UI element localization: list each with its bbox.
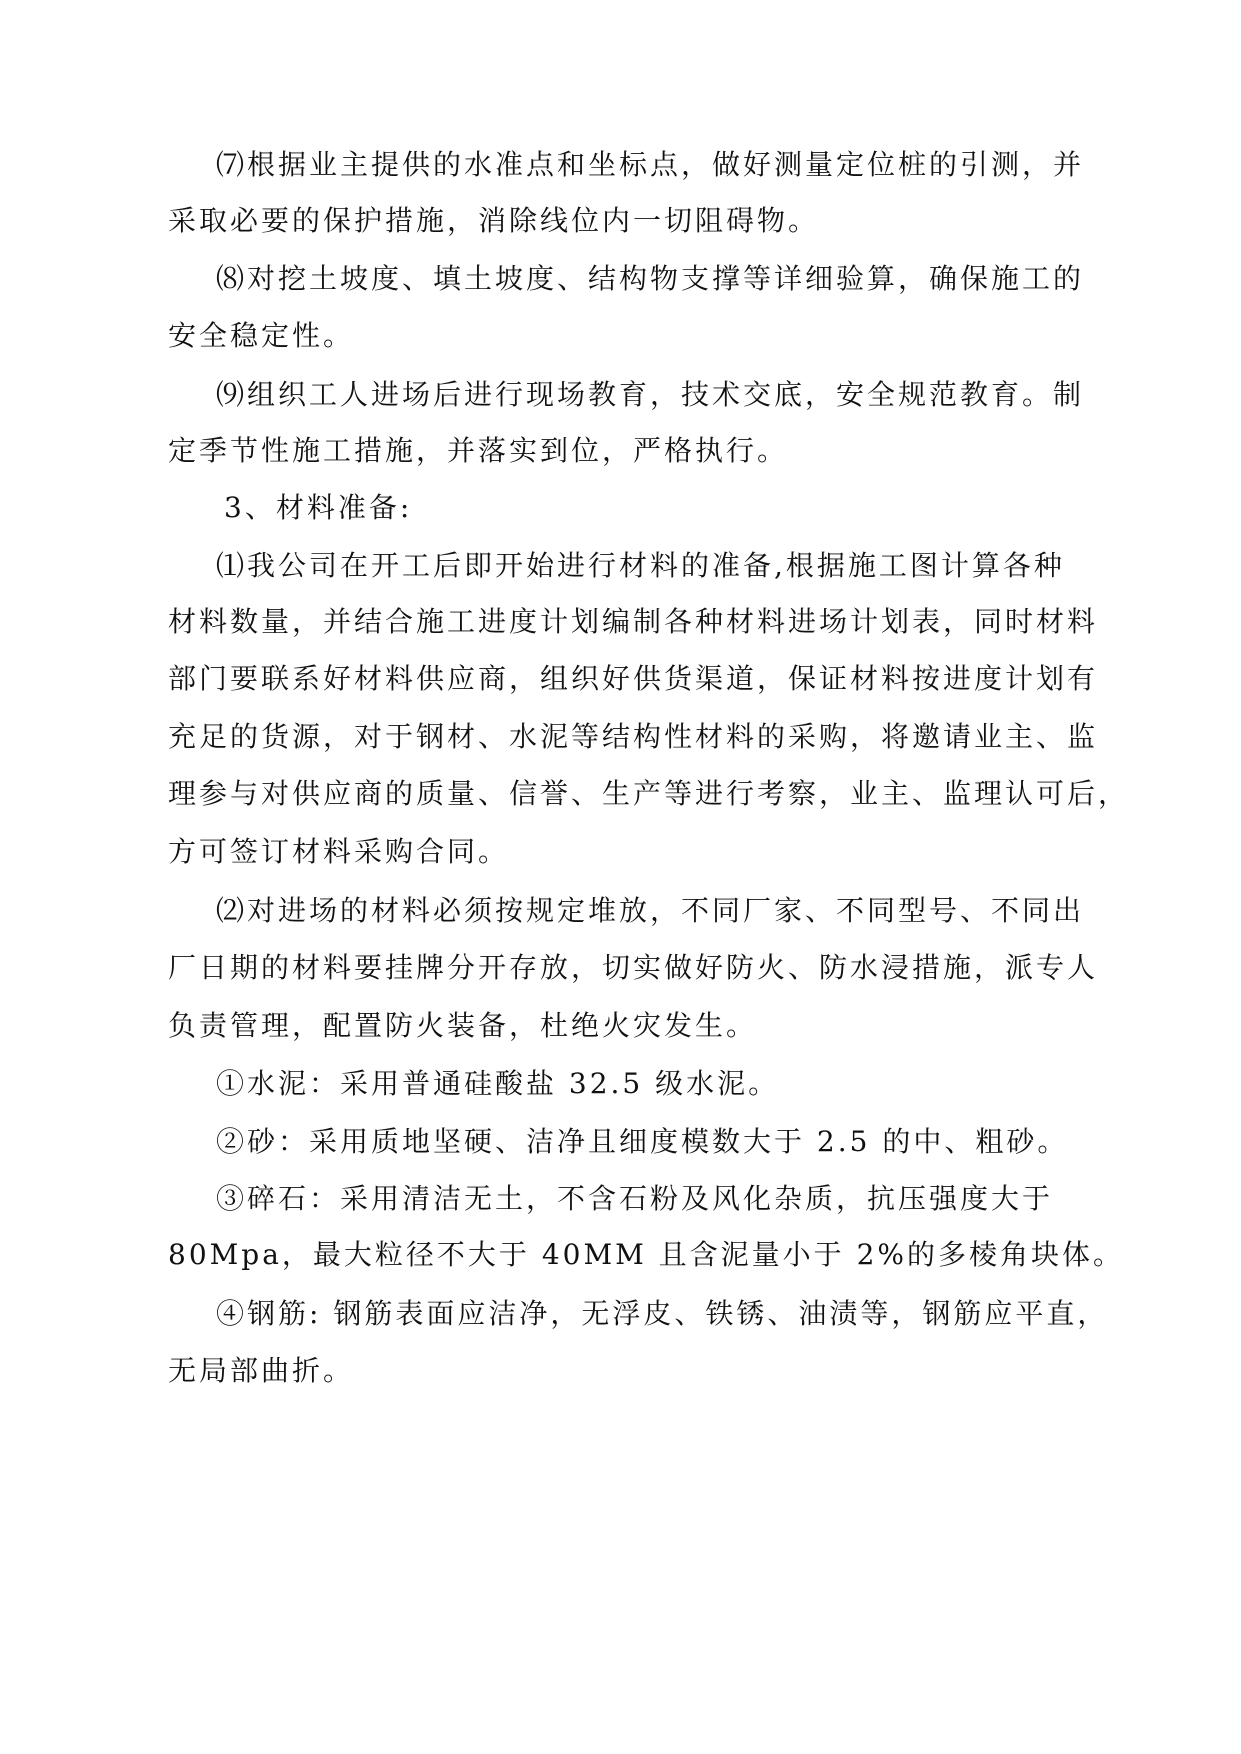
item-rebar-line-2: 无局部曲折。 [168,1354,355,1387]
paragraph-8-line-1: ⑻对挖土坡度、填土坡度、结构物支撑等详细验算，确保施工的 [216,262,1085,295]
item-sand: ②砂：采用质地坚硬、洁净且细度模数大于 2.5 的中、粗砂。 [216,1125,1069,1158]
paragraph-9-line-2: 定季节性施工措施，并落实到位，严格执行。 [168,434,789,467]
paragraph-1-line-2: 材料数量，并结合施工进度计划编制各种材料进场计划表，同时材料 [168,605,1099,638]
paragraph-1-line-5: 理参与对供应商的质量、信誉、生产等进行考察，业主、监理认可后， [168,777,1130,810]
section-3-heading: 3、材料准备: [224,491,413,524]
item-rebar-line-1: ④钢筋: 钢筋表面应洁净，无浮皮、铁锈、油渍等，钢筋应平直， [216,1297,1109,1330]
paragraph-2-line-1: ⑵对进场的材料必须按规定堆放，不同厂家、不同型号、不同出 [216,894,1085,927]
paragraph-2-line-2: 厂日期的材料要挂牌分开存放，切实做好防火、防水浸措施，派专人 [168,951,1099,984]
item-gravel-line-1: ③碎石：采用清洁无土，不含石粉及风化杂质，抗压强度大于 [216,1182,1054,1215]
paragraph-9-line-1: ⑼组织工人进场后进行现场教育，技术交底，安全规范教育。制 [216,378,1085,411]
paragraph-1-line-3: 部门要联系好材料供应商，组织好供货渠道，保证材料按进度计划有 [168,662,1099,695]
item-cement: ①水泥：采用普通硅酸盐 32.5 级水泥。 [216,1067,780,1100]
item-gravel-line-2: 80Mpa，最大粒径不大于 40MM 且含泥量小于 2%的多棱角块体。 [168,1238,1125,1271]
paragraph-8-line-2: 安全稳定性。 [168,319,355,352]
paragraph-1-line-6: 方可签订材料采购合同。 [168,835,510,868]
paragraph-1-line-1: ⑴我公司在开工后即开始进行材料的准备,根据施工图计算各种 [216,549,1065,582]
paragraph-2-line-3: 负责管理，配置防火装备，杜绝火灾发生。 [168,1009,758,1042]
paragraph-1-line-4: 充足的货源，对于钢材、水泥等结构性材料的采购，将邀请业主、监 [168,720,1099,753]
paragraph-7-line-2: 采取必要的保护措施，消除线位内一切阻碍物。 [168,204,820,237]
paragraph-7-line-1: ⑺根据业主提供的水准点和坐标点，做好测量定位桩的引测，并 [216,148,1085,181]
